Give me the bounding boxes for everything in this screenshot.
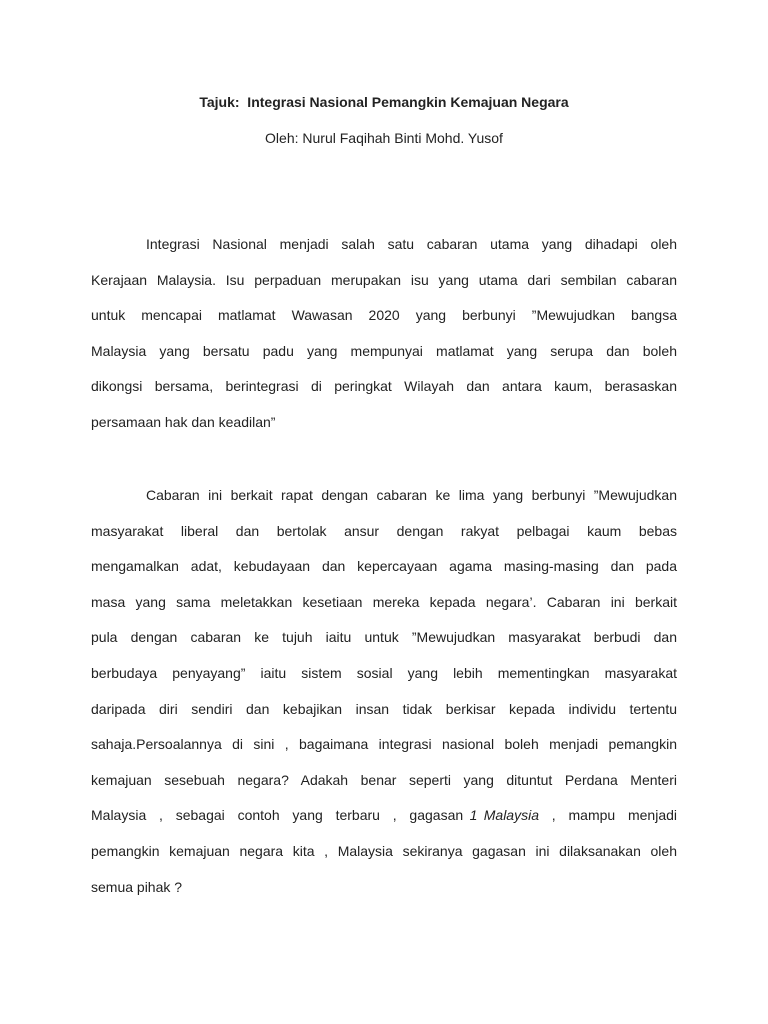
paragraph-line: pemangkin kemajuan negara kita , Malaysia sekiranya gagasan ini dilaksanakan oleh	[91, 842, 677, 859]
paragraph-2	[91, 486, 677, 913]
paragraph-line: pula dengan cabaran ke tujuh iaitu untuk ”Mewujudkan masyarakat berbudi dan	[91, 629, 677, 646]
paragraph-text: , mampu menjadi	[539, 807, 678, 824]
paragraph-line: Integrasi Nasional menjadi salah satu cabaran utama yang dihadapi oleh	[146, 236, 677, 252]
paragraph-line: Cabaran ini berkait rapat dengan cabaran ke lima yang berbunyi ”Mewujudkan	[146, 487, 677, 503]
paragraph-line: persamaan hak dan keadilan”	[91, 413, 276, 430]
paragraph-1	[91, 235, 677, 449]
paragraph-line: semua pihak ?	[91, 878, 183, 895]
paragraph-line: masa yang sama meletakkan kesetiaan mereka kepada negara’. Cabaran ini berkait	[91, 593, 677, 610]
paragraph-line: berbudaya penyayang” iaitu sistem sosial yang lebih mementingkan masyarakat	[91, 664, 677, 681]
paragraph-line: Malaysia yang bersatu padu yang mempunyai matlamat yang serupa dan boleh	[91, 342, 677, 359]
document-title: Tajuk: Integrasi Nasional Pemangkin Kemajuan Negara	[199, 94, 569, 110]
paragraph-line: kemajuan sesebuah negara? Adakah benar seperti yang dituntut Perdana Menteri	[91, 771, 677, 788]
paragraph-line	[91, 806, 677, 842]
paragraph-line: sahaja.Persoalannya di sini , bagaimana integrasi nasional boleh menjadi pemangkin	[91, 736, 677, 753]
paragraph-line: dikongsi bersama, berintegrasi di peringkat Wilayah dan antara kaum, berasaskan	[91, 378, 677, 395]
paragraph-line: mengamalkan adat, kebudayaan dan kepercayaan agama masing-masing dan pada	[91, 558, 677, 575]
paragraph-line: untuk mencapai matlamat Wawasan 2020 yang berbunyi ”Mewujudkan bangsa	[91, 307, 677, 324]
italic-term: 1 Malaysia	[469, 807, 539, 824]
paragraph-line: Kerajaan Malaysia. Isu perpaduan merupakan isu yang utama dari sembilan cabaran	[91, 271, 677, 288]
document-author: Oleh: Nurul Faqihah Binti Mohd. Yusof	[265, 130, 503, 146]
paragraph-line: daripada diri sendiri dan kebajikan insan tidak berkisar kepada individu tertentu	[91, 700, 677, 717]
paragraph-line: masyarakat liberal dan bertolak ansur dengan rakyat pelbagai kaum bebas	[91, 522, 677, 539]
paragraph-text: Malaysia , sebagai contoh yang terbaru , gagasan	[91, 807, 470, 824]
